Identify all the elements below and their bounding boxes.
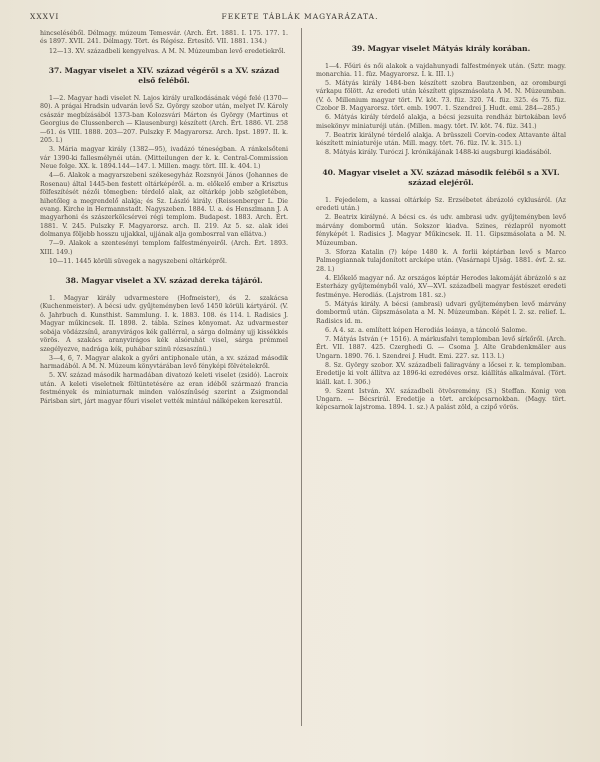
body-paragraph: 3. Mária magyar király (1382—95), ivadázó téneségban. A ránkelsőteni vár 1390-ki fallesmélynéi után. (Mitteilungen der k. k. Central-Commission Neue folge. XX. k. 1894.144—147. l. Millen. magy. tört. III. k. 404. l.) bbox=[40, 146, 288, 171]
body-paragraph: 5. Mátyás király. A bécsi (ambrasi) udvari gyűjteményben levő márvány dombormű után. Gipszmásolata a M. N. Múzeumban. Képét l. 2. sz. relief. L. Radisics id. m. bbox=[316, 300, 566, 325]
section-heading: 40. Magyar viselet a XV. század második feléből s a XVI. század elejéről. bbox=[322, 167, 560, 188]
body-paragraph: 1. Fejedelem, a kassai oltárkép Sz. Erzsébetet ábrázoló cyklusáról. (Az eredeti után.) bbox=[316, 196, 566, 213]
body-paragraph: 6. A 4. sz. a. említett képen Herodiás leánya, a táncoló Salome. bbox=[325, 326, 527, 334]
page-header bbox=[30, 10, 570, 24]
body-paragraph: 4. Előkelő magyar nő. Az országos képtár Herodes lakomáját ábrázoló s az Esterházy gyűjteményből való, XV—XVI. századbeli magyar festészet eredeti festménye. Herodiás. (Lajstrom 181. sz.) bbox=[316, 274, 566, 299]
body-paragraph: 1. Magyar király udvarmestere (Hofmeister), és 2. szakácsa (Kuchenmeister). A bécsi udv. gyűjteményben levő 1450 körüli kártyáról. (V. ö. Jahrbuch d. Kunsthist. Sammlung. I. k. 1883. 108. és 114. l. Radisics J. Magyar műkincsek. II. 1898. 2. tábla. Színes könyomat. Az udvarmester sobája vödázzsínű, aranyvirágos kék gallérral, a sárga dolmány ujj kissékkés vörös. A szakács aranyvirágos kék alsóruhát visel, sárga prémmel szegélyezve, nadrága kék, puhábar szinü rózsaszínü.) bbox=[40, 294, 288, 353]
body-paragraph: 6. Mátyás király térdelő alakja, a bécsi jezsuita rendház birtokában levő misekönyv miniaturéji után. (Millen. magy. tört. IV. köt. 74. füz. 341.) bbox=[316, 114, 566, 130]
body-paragraph: 4—6. Alakok a magyarszebeni székesegyház Rozsnyói János (Johannes de Rosenau) által 1445-ben festett oltárképéről. a. m. előkelő ember a Krisztus fölfeszítését nézői tömegben: térdelő alak, az oltárkép jobb szögletében, hihetőleg a megrendelő alakja; és Sz. László király. (Reissenberger L. Die evang. Kirche in Hermannstadt. Nagyszeben. 1884. U. a. és Henszlmann J. A magyarhoni és szászerkölcsérvei régi templom. Budapest. 1883. Arch. Ért. 1881. V. 245. Pulszky F. Magyarorsz. arch. II. 219. Az 5. sz. alak idei dolmanya följebb hosszu ujjakkal, ujjának alja gombosrral van ellátva.) bbox=[40, 172, 288, 239]
body-paragraph: 7—9. Alakok a szentesényi templom falfestményeiről. (Arch. Ért. 1893. XIII. 149.) bbox=[40, 240, 288, 256]
body-paragraph: 1—2. Magyar hadi viselet N. Lajos király uralkodásának végé felé (1370—80). A prágai Hradsin udvarán levő Sz. György szobor után, melyet IV. Károly császár megbízásából 1373-ban Kolozsvári Márton és György (Martinus et Georgius de Clussenberch — Klausenburg) készített (Arch. Ért. 1886. VI. 258—61. és VIII. 1888. 203—207. Pulszky F. Magyarorsz. Arch. Ipst. 1897. II. k. 205. l.) bbox=[40, 94, 288, 145]
body-paragraph: 2. Beatrix királyné. A bécsi cs. és udv. ambrasi udv. gyűjteményben levő márvány dombormű után. Sokszor kiadva. Szines, rézlapról nyomott fényképét l. Radisics J. Magyar Műkincsek. II. 11. Gipszmásolata a M. N. Múzeumban. bbox=[316, 214, 566, 247]
body-paragraph: 3. Sforza Katalin (?) képe 1480 k. A forlii képtárban levő s Marco Palmeggiannak tulajdonított arcképe után. (Vasárnapi Ujság. 1881. évf. 2. sz. 28. l.) bbox=[316, 248, 566, 273]
body-paragraph: 3—4, 6, 7. Magyar alakok a győri antiphonale után, a xv. század második harmadából. A M. N. Múzeum könyvtárában levő fényképi fölvételekről. bbox=[40, 354, 288, 371]
section-heading: 38. Magyar viselet a XV. század dereka tájáról. bbox=[65, 276, 263, 286]
body-paragraph: 8. Mátyás király. Turóczi J. krónikájának 1488-ki augsburgi kiadásából. bbox=[325, 149, 552, 157]
body-paragraph: 9. Szent István. XV. századbeli ötvösremény. (S.) Steffan. Konig von Ungarn. — Bécsrirál. Eredetije a tört. arcképcsarnokban. (Magy. tört. képcsarnok lajstroma. 1894. 1. sz.) A palást zöld, a czipő vörös. bbox=[316, 387, 566, 412]
body-paragraph: 8. Sz. György szobor. XV. századbeli faliragvány a lőcsei r. k. templomban. Eredetije ki volt állítva az 1896-ki ezredéves orsz. kiállítás alkalmával. (Tört. kiáll. kat. I. 306.) bbox=[316, 361, 566, 386]
body-paragraph: 5. Mátyás király 1484-ben készített szobra Bautzenben, az oromburgi várkapu fölött. Az eredeti után készített gipszmásolata A M. N. Múzeumban. (V. ö. Millenium magyar tört. IV. köt. 73. füz. 320. 74. füz. 325. és 75. füz. Czobor B. Magyarorsz. tört. emb. 1907. 1. Szendrei J. Hudt. emi. 284—285.) bbox=[316, 80, 566, 113]
right-column bbox=[316, 44, 566, 414]
body-paragraph: 5. XV. század második harmadában divatozó keleti viselet (zsidó). Lacroix után. A keleti viseletnek föltüntetésére az eran idéből származó francia festmények és miniaturnak minden valószínűség szerint a Zsigmondal Párisban sirt, járt magyar főuri viselet vették mintául nálképeken keresztül. bbox=[40, 372, 288, 405]
intro-paragraph: 12—13. XV. századbeli kengyelvas. A M. N. Múzeumban levő eredetiekről. bbox=[49, 47, 286, 55]
page-number: XXXVI bbox=[30, 12, 60, 21]
body-paragraph: 7. Beatrix királyné térdelő alakja. A brüsszeli Corvin-codex Attavante által készített miniaturéje után. Mill. magy. tört. 76. füz. IV. k. 315. l.) bbox=[316, 131, 566, 148]
left-column bbox=[40, 30, 288, 407]
section-heading: 37. Magyar viselet a XIV. század végéről s a XV. század első feléből. bbox=[48, 65, 280, 86]
body-paragraph: 1—4. Főúri és női alakok a vajdahunyadi falfestmények után. (Sztr. magy. monarchia. 11. füz. Magyarorsz. I. k. III. l.) bbox=[316, 62, 566, 78]
column-divider bbox=[301, 28, 302, 726]
running-title: FEKETE TÁBLÁK MAGYARÁZATA. bbox=[221, 12, 379, 21]
intro-paragraph: hincseléséből. Délmagy. múzeum Temesvár. (Arch. Ért. 1881. I. 175. 177. 1. és 1897. XVII. 241. Délmagy. Tört. és Régész. Értesítő. VII. 1881. 134.) bbox=[40, 30, 288, 46]
section-heading: 39. Magyar viselet Mátyás király korában. bbox=[351, 44, 531, 53]
body-paragraph: 10—11. 1445 körüli süvegek a nagyszebeni oltárképről. bbox=[49, 257, 227, 265]
body-paragraph: 7. Mátyás István (+ 1516). A márkusfalvi templomban levő sírkőről. (Arch. Ért. VII. 1887. 425. Czerghedi G. — Csoma J. Alte Grabdenkmäler aus Ungarn. 1890. 76. l. Szendrei J. Hudt. Emi. 227. sz. 113. l.) bbox=[316, 335, 566, 360]
